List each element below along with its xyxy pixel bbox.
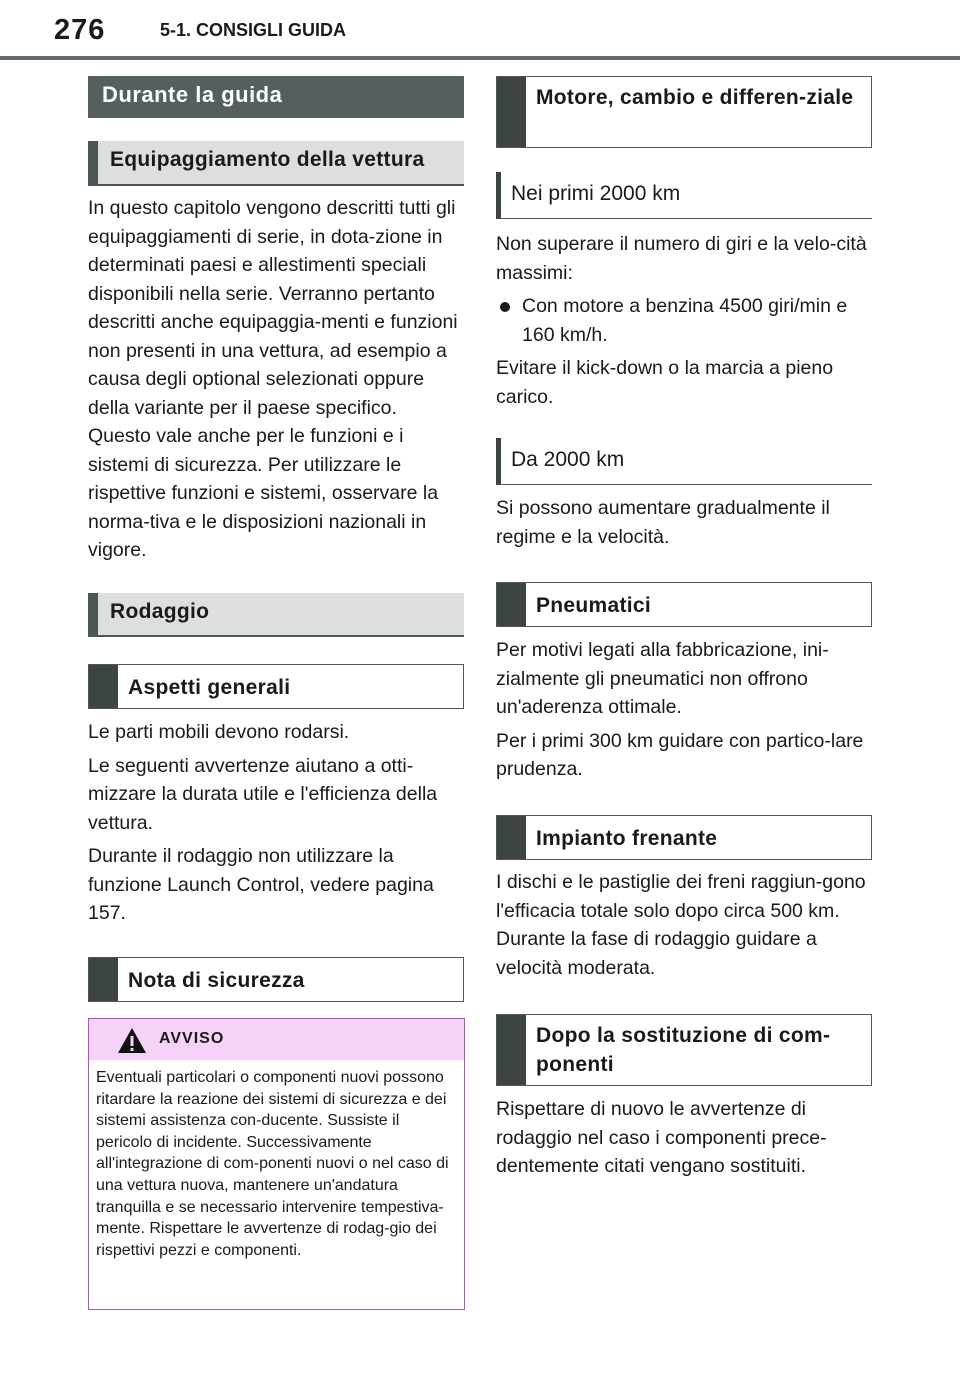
equip-paragraph: In questo capitolo vengono descritti tutti gli equipaggiamenti di serie, in dota-zione in determinati paesi e allestimenti speciali disponibili nella serie. Verranno pertanto descritti anche equipaggia-menti e funzioni non presenti in una vettura, ad esempio a causa degli optional selezionati oppure della variante per il paese specifico. Questo vale anche per le funzioni e i sistemi di sicurezza. Per utilizzare le rispettive funzioni e sistemi, osservare la norma-tiva e le disposizioni nazionali in vigore. [88, 197, 458, 561]
freni-text [496, 868, 872, 982]
aspetti-heading [88, 664, 464, 709]
page-number: 276 [54, 14, 106, 46]
heading-tab [497, 77, 526, 147]
heading-tab [89, 958, 118, 1001]
warning-title: AVVISO [159, 1030, 225, 1047]
paragraph: Durante il rodaggio non utilizzare la funzione Launch Control, vedere pagina 157. [88, 845, 434, 924]
dopo-heading [496, 1014, 872, 1086]
section-label: 5-1. CONSIGLI GUIDA [160, 20, 347, 40]
pneu-text [496, 636, 872, 784]
paragraph: Rispettare di nuovo le avvertenze di rodaggio nel caso i componenti prece-dentemente citati vengano sostituiti. [496, 1098, 827, 1177]
motore-heading [496, 76, 872, 148]
paragraph: Evitare il kick-down o la marcia a pieno carico. [496, 357, 834, 408]
paragraph: Non superare il numero di giri e la velo-cità massimi: [496, 233, 867, 284]
paragraph: I dischi e le pastiglie dei freni raggiun-gono l'efficacia totale solo dopo circa 500 km. Durante la fase di rodaggio guidare a velocità moderata. [496, 871, 866, 979]
heading-label: Dopo la sostituzione di com-ponenti [536, 1024, 831, 1076]
warning-text: Eventuali particolari o componenti nuovi possono ritardare la reazione dei sistemi di sicurezza e dei sistemi assistenza con-ducente. Sussiste il pericolo di incidente. Successivamente all'integrazione di com-ponenti nuovi o nel caso di una vettura nuova, mantenere un'andatura tranquilla e se necessario intervenire tempestiva-mente. Rispettare le avvertenze di rodag-gio dei rispettivi pezzi e componenti. [96, 1069, 449, 1259]
heading-label: Motore, cambio e differen-ziale [536, 86, 854, 109]
heading-label: Aspetti generali [128, 676, 291, 699]
heading-label: Nota di sicurezza [128, 969, 305, 992]
paragraph: Per motivi legati alla fabbricazione, ini-zialmente gli pneumatici non offrono un'aderenza ottimale. [496, 639, 829, 718]
bullet-dot-icon [500, 302, 510, 312]
dopo-text [496, 1095, 872, 1181]
rodaggio-heading: Rodaggio [88, 593, 464, 637]
equip-text [88, 194, 464, 565]
bullet-text: Con motore a benzina 4500 giri/min e 160 km/h. [522, 295, 848, 346]
primi-text [496, 230, 872, 411]
heading-tab [497, 816, 526, 859]
heading-tab [89, 665, 118, 708]
bullet-item [496, 292, 872, 349]
paragraph: Le parti mobili devono rodarsi. [88, 721, 350, 743]
equip-heading: Equipaggiamento della vettura [88, 141, 464, 186]
heading-tab [497, 583, 526, 626]
freni-heading [496, 815, 872, 860]
aspetti-text [88, 718, 454, 928]
paragraph: Per i primi 300 km guidare con partico-lare prudenza. [496, 729, 864, 780]
heading-tab [497, 1015, 526, 1085]
da-heading: Da 2000 km [496, 438, 872, 485]
heading-label: Impianto frenante [536, 827, 718, 850]
paragraph: Si possono aumentare gradualmente il regime e la velocità. [496, 497, 830, 548]
chapter-banner: Durante la guida [88, 76, 464, 118]
warning-triangle-icon [117, 1027, 147, 1054]
paragraph: Le seguenti avvertenze aiutano a otti-mizzare la durata utile e l'efficienza della vettura. [88, 754, 438, 834]
header-rule [0, 56, 960, 60]
pneu-heading [496, 582, 872, 627]
warning-box [88, 1018, 465, 1310]
warning-header [89, 1019, 464, 1060]
da-text [496, 494, 872, 551]
heading-label: Pneumatici [536, 594, 652, 617]
nota-heading [88, 957, 464, 1002]
primi-heading: Nei primi 2000 km [496, 172, 872, 219]
